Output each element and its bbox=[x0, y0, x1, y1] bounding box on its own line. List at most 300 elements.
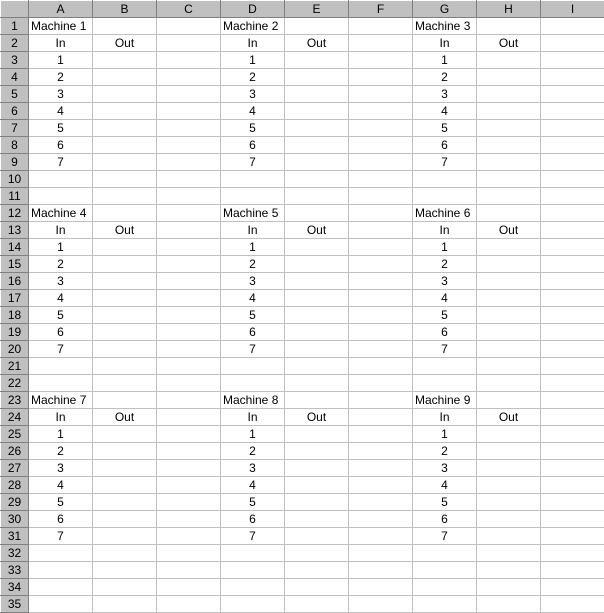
cell-c34[interactable] bbox=[157, 579, 221, 596]
cell-f33[interactable] bbox=[349, 562, 413, 579]
row-header-1[interactable]: 1 bbox=[1, 18, 29, 35]
cell-i15[interactable] bbox=[541, 256, 604, 273]
in-value[interactable]: 2 bbox=[29, 443, 93, 460]
out-header[interactable]: Out bbox=[285, 35, 349, 52]
cell-i26[interactable] bbox=[541, 443, 604, 460]
cell-i11[interactable] bbox=[541, 188, 604, 205]
in-value[interactable]: 7 bbox=[29, 528, 93, 545]
cell-e32[interactable] bbox=[285, 545, 349, 562]
cell-c4[interactable] bbox=[157, 69, 221, 86]
cell-h15[interactable] bbox=[477, 256, 541, 273]
row-header-25[interactable]: 25 bbox=[1, 426, 29, 443]
cell-f9[interactable] bbox=[349, 154, 413, 171]
cell-i3[interactable] bbox=[541, 52, 604, 69]
row-header-15[interactable]: 15 bbox=[1, 256, 29, 273]
row-header-23[interactable]: 23 bbox=[1, 392, 29, 409]
row-header-21[interactable]: 21 bbox=[1, 358, 29, 375]
cell-f17[interactable] bbox=[349, 290, 413, 307]
cell-f20[interactable] bbox=[349, 341, 413, 358]
row-header-20[interactable]: 20 bbox=[1, 341, 29, 358]
row-header-33[interactable]: 33 bbox=[1, 562, 29, 579]
in-header[interactable]: In bbox=[221, 35, 285, 52]
cell-g34[interactable] bbox=[413, 579, 477, 596]
out-header[interactable]: Out bbox=[93, 35, 157, 52]
out-header[interactable]: Out bbox=[285, 222, 349, 239]
cell-d32[interactable] bbox=[221, 545, 285, 562]
row-header-4[interactable]: 4 bbox=[1, 69, 29, 86]
in-value[interactable]: 1 bbox=[413, 239, 477, 256]
cell-f2[interactable] bbox=[349, 35, 413, 52]
row-header-11[interactable]: 11 bbox=[1, 188, 29, 205]
cell-e3[interactable] bbox=[285, 52, 349, 69]
cell-f12[interactable] bbox=[349, 205, 413, 222]
cell-h21[interactable] bbox=[477, 358, 541, 375]
cell-h18[interactable] bbox=[477, 307, 541, 324]
cell-i6[interactable] bbox=[541, 103, 604, 120]
cell-e11[interactable] bbox=[285, 188, 349, 205]
cell-f22[interactable] bbox=[349, 375, 413, 392]
cell-i31[interactable] bbox=[541, 528, 604, 545]
row-header-16[interactable]: 16 bbox=[1, 273, 29, 290]
cell-h9[interactable] bbox=[477, 154, 541, 171]
in-value[interactable]: 7 bbox=[221, 154, 285, 171]
cell-f35[interactable] bbox=[349, 596, 413, 613]
cell-c7[interactable] bbox=[157, 120, 221, 137]
column-header-i[interactable]: I bbox=[541, 1, 604, 18]
cell-f4[interactable] bbox=[349, 69, 413, 86]
cell-a35[interactable] bbox=[29, 596, 93, 613]
cell-b19[interactable] bbox=[93, 324, 157, 341]
in-header[interactable]: In bbox=[221, 409, 285, 426]
row-header-18[interactable]: 18 bbox=[1, 307, 29, 324]
cell-i22[interactable] bbox=[541, 375, 604, 392]
out-header[interactable]: Out bbox=[93, 222, 157, 239]
cell-h16[interactable] bbox=[477, 273, 541, 290]
in-value[interactable]: 5 bbox=[29, 494, 93, 511]
cell-e28[interactable] bbox=[285, 477, 349, 494]
cell-d34[interactable] bbox=[221, 579, 285, 596]
machine-title[interactable]: Machine 1 bbox=[29, 18, 93, 35]
cell-c23[interactable] bbox=[157, 392, 221, 409]
row-header-29[interactable]: 29 bbox=[1, 494, 29, 511]
cell-b8[interactable] bbox=[93, 137, 157, 154]
cell-g10[interactable] bbox=[413, 171, 477, 188]
cell-e21[interactable] bbox=[285, 358, 349, 375]
cell-i24[interactable] bbox=[541, 409, 604, 426]
in-value[interactable]: 2 bbox=[29, 256, 93, 273]
cell-c15[interactable] bbox=[157, 256, 221, 273]
cell-h20[interactable] bbox=[477, 341, 541, 358]
cell-c13[interactable] bbox=[157, 222, 221, 239]
cell-i33[interactable] bbox=[541, 562, 604, 579]
column-header-c[interactable]: C bbox=[157, 1, 221, 18]
machine-title[interactable]: Machine 8 bbox=[221, 392, 285, 409]
in-value[interactable]: 2 bbox=[221, 69, 285, 86]
cell-i19[interactable] bbox=[541, 324, 604, 341]
cell-a11[interactable] bbox=[29, 188, 93, 205]
cell-c20[interactable] bbox=[157, 341, 221, 358]
cell-f19[interactable] bbox=[349, 324, 413, 341]
in-value[interactable]: 6 bbox=[29, 324, 93, 341]
cell-c33[interactable] bbox=[157, 562, 221, 579]
cell-c28[interactable] bbox=[157, 477, 221, 494]
cell-e9[interactable] bbox=[285, 154, 349, 171]
cell-f28[interactable] bbox=[349, 477, 413, 494]
row-header-6[interactable]: 6 bbox=[1, 103, 29, 120]
cell-d10[interactable] bbox=[221, 171, 285, 188]
cell-i29[interactable] bbox=[541, 494, 604, 511]
out-header[interactable]: Out bbox=[477, 409, 541, 426]
in-value[interactable]: 6 bbox=[413, 324, 477, 341]
cell-f11[interactable] bbox=[349, 188, 413, 205]
in-header[interactable]: In bbox=[221, 222, 285, 239]
cell-e34[interactable] bbox=[285, 579, 349, 596]
row-header-19[interactable]: 19 bbox=[1, 324, 29, 341]
row-header-2[interactable]: 2 bbox=[1, 35, 29, 52]
in-value[interactable]: 3 bbox=[413, 273, 477, 290]
in-value[interactable]: 7 bbox=[221, 341, 285, 358]
cell-b27[interactable] bbox=[93, 460, 157, 477]
in-value[interactable]: 1 bbox=[221, 426, 285, 443]
cell-i35[interactable] bbox=[541, 596, 604, 613]
cell-e7[interactable] bbox=[285, 120, 349, 137]
in-value[interactable]: 2 bbox=[221, 443, 285, 460]
cell-b30[interactable] bbox=[93, 511, 157, 528]
column-header-h[interactable]: H bbox=[477, 1, 541, 18]
cell-c22[interactable] bbox=[157, 375, 221, 392]
cell-f13[interactable] bbox=[349, 222, 413, 239]
cell-c11[interactable] bbox=[157, 188, 221, 205]
cell-i16[interactable] bbox=[541, 273, 604, 290]
row-header-24[interactable]: 24 bbox=[1, 409, 29, 426]
cell-c31[interactable] bbox=[157, 528, 221, 545]
cell-h35[interactable] bbox=[477, 596, 541, 613]
out-header[interactable]: Out bbox=[477, 222, 541, 239]
row-header-27[interactable]: 27 bbox=[1, 460, 29, 477]
cell-c24[interactable] bbox=[157, 409, 221, 426]
cell-e35[interactable] bbox=[285, 596, 349, 613]
cell-f29[interactable] bbox=[349, 494, 413, 511]
out-header[interactable]: Out bbox=[477, 35, 541, 52]
cell-b7[interactable] bbox=[93, 120, 157, 137]
cell-b12[interactable] bbox=[93, 205, 157, 222]
cell-b1[interactable] bbox=[93, 18, 157, 35]
cell-b35[interactable] bbox=[93, 596, 157, 613]
in-value[interactable]: 4 bbox=[29, 477, 93, 494]
in-value[interactable]: 3 bbox=[413, 460, 477, 477]
row-header-22[interactable]: 22 bbox=[1, 375, 29, 392]
cell-b26[interactable] bbox=[93, 443, 157, 460]
in-value[interactable]: 1 bbox=[413, 52, 477, 69]
cell-a34[interactable] bbox=[29, 579, 93, 596]
in-value[interactable]: 6 bbox=[29, 511, 93, 528]
in-value[interactable]: 3 bbox=[221, 86, 285, 103]
cell-c35[interactable] bbox=[157, 596, 221, 613]
cell-f3[interactable] bbox=[349, 52, 413, 69]
in-value[interactable]: 5 bbox=[221, 494, 285, 511]
cell-d21[interactable] bbox=[221, 358, 285, 375]
cell-e12[interactable] bbox=[285, 205, 349, 222]
cell-g32[interactable] bbox=[413, 545, 477, 562]
cell-h3[interactable] bbox=[477, 52, 541, 69]
in-value[interactable]: 1 bbox=[413, 426, 477, 443]
cell-f24[interactable] bbox=[349, 409, 413, 426]
cell-c17[interactable] bbox=[157, 290, 221, 307]
in-value[interactable]: 4 bbox=[413, 477, 477, 494]
cell-b16[interactable] bbox=[93, 273, 157, 290]
cell-i9[interactable] bbox=[541, 154, 604, 171]
cell-i25[interactable] bbox=[541, 426, 604, 443]
cell-e1[interactable] bbox=[285, 18, 349, 35]
in-value[interactable]: 6 bbox=[29, 137, 93, 154]
cell-b29[interactable] bbox=[93, 494, 157, 511]
cell-i21[interactable] bbox=[541, 358, 604, 375]
cell-f6[interactable] bbox=[349, 103, 413, 120]
in-value[interactable]: 2 bbox=[413, 69, 477, 86]
cell-a33[interactable] bbox=[29, 562, 93, 579]
in-value[interactable]: 3 bbox=[29, 86, 93, 103]
cell-h19[interactable] bbox=[477, 324, 541, 341]
machine-title[interactable]: Machine 9 bbox=[413, 392, 477, 409]
machine-title[interactable]: Machine 7 bbox=[29, 392, 93, 409]
cell-i1[interactable] bbox=[541, 18, 604, 35]
in-value[interactable]: 2 bbox=[413, 256, 477, 273]
in-value[interactable]: 4 bbox=[221, 290, 285, 307]
cell-b9[interactable] bbox=[93, 154, 157, 171]
cell-f7[interactable] bbox=[349, 120, 413, 137]
cell-c18[interactable] bbox=[157, 307, 221, 324]
cell-i28[interactable] bbox=[541, 477, 604, 494]
cell-e6[interactable] bbox=[285, 103, 349, 120]
cell-a21[interactable] bbox=[29, 358, 93, 375]
cell-b33[interactable] bbox=[93, 562, 157, 579]
in-header[interactable]: In bbox=[29, 35, 93, 52]
column-header-b[interactable]: B bbox=[93, 1, 157, 18]
cell-f10[interactable] bbox=[349, 171, 413, 188]
cell-b18[interactable] bbox=[93, 307, 157, 324]
row-header-14[interactable]: 14 bbox=[1, 239, 29, 256]
cell-h26[interactable] bbox=[477, 443, 541, 460]
cell-i12[interactable] bbox=[541, 205, 604, 222]
out-header[interactable]: Out bbox=[285, 409, 349, 426]
row-header-34[interactable]: 34 bbox=[1, 579, 29, 596]
in-header[interactable]: In bbox=[413, 35, 477, 52]
machine-title[interactable]: Machine 2 bbox=[221, 18, 285, 35]
in-header[interactable]: In bbox=[29, 222, 93, 239]
cell-c29[interactable] bbox=[157, 494, 221, 511]
cell-c26[interactable] bbox=[157, 443, 221, 460]
in-value[interactable]: 7 bbox=[413, 341, 477, 358]
cell-a32[interactable] bbox=[29, 545, 93, 562]
in-value[interactable]: 3 bbox=[29, 460, 93, 477]
cell-f30[interactable] bbox=[349, 511, 413, 528]
cell-f34[interactable] bbox=[349, 579, 413, 596]
cell-i32[interactable] bbox=[541, 545, 604, 562]
column-header-g[interactable]: G bbox=[413, 1, 477, 18]
cell-e5[interactable] bbox=[285, 86, 349, 103]
cell-b23[interactable] bbox=[93, 392, 157, 409]
in-value[interactable]: 4 bbox=[29, 290, 93, 307]
in-value[interactable]: 5 bbox=[29, 120, 93, 137]
cell-b34[interactable] bbox=[93, 579, 157, 596]
cell-h6[interactable] bbox=[477, 103, 541, 120]
cell-d35[interactable] bbox=[221, 596, 285, 613]
cell-e19[interactable] bbox=[285, 324, 349, 341]
in-value[interactable]: 7 bbox=[29, 154, 93, 171]
in-value[interactable]: 5 bbox=[221, 120, 285, 137]
row-header-31[interactable]: 31 bbox=[1, 528, 29, 545]
in-value[interactable]: 4 bbox=[29, 103, 93, 120]
cell-g21[interactable] bbox=[413, 358, 477, 375]
row-header-7[interactable]: 7 bbox=[1, 120, 29, 137]
cell-b32[interactable] bbox=[93, 545, 157, 562]
cell-i8[interactable] bbox=[541, 137, 604, 154]
cell-g35[interactable] bbox=[413, 596, 477, 613]
in-value[interactable]: 7 bbox=[413, 528, 477, 545]
out-header[interactable]: Out bbox=[93, 409, 157, 426]
cell-h17[interactable] bbox=[477, 290, 541, 307]
cell-c10[interactable] bbox=[157, 171, 221, 188]
cell-e17[interactable] bbox=[285, 290, 349, 307]
cell-i4[interactable] bbox=[541, 69, 604, 86]
cell-b4[interactable] bbox=[93, 69, 157, 86]
row-header-28[interactable]: 28 bbox=[1, 477, 29, 494]
cell-c21[interactable] bbox=[157, 358, 221, 375]
in-value[interactable]: 5 bbox=[413, 120, 477, 137]
cell-e10[interactable] bbox=[285, 171, 349, 188]
cell-h8[interactable] bbox=[477, 137, 541, 154]
in-value[interactable]: 6 bbox=[221, 137, 285, 154]
cell-b11[interactable] bbox=[93, 188, 157, 205]
cell-b5[interactable] bbox=[93, 86, 157, 103]
in-value[interactable]: 4 bbox=[221, 477, 285, 494]
cell-i10[interactable] bbox=[541, 171, 604, 188]
in-value[interactable]: 5 bbox=[413, 307, 477, 324]
cell-f18[interactable] bbox=[349, 307, 413, 324]
cell-e33[interactable] bbox=[285, 562, 349, 579]
cell-b25[interactable] bbox=[93, 426, 157, 443]
in-value[interactable]: 6 bbox=[413, 511, 477, 528]
cell-i30[interactable] bbox=[541, 511, 604, 528]
in-value[interactable]: 5 bbox=[29, 307, 93, 324]
cell-c25[interactable] bbox=[157, 426, 221, 443]
cell-c5[interactable] bbox=[157, 86, 221, 103]
cell-g11[interactable] bbox=[413, 188, 477, 205]
cell-e4[interactable] bbox=[285, 69, 349, 86]
machine-title[interactable]: Machine 3 bbox=[413, 18, 477, 35]
cell-c30[interactable] bbox=[157, 511, 221, 528]
cell-c3[interactable] bbox=[157, 52, 221, 69]
cell-i23[interactable] bbox=[541, 392, 604, 409]
in-value[interactable]: 3 bbox=[29, 273, 93, 290]
in-value[interactable]: 4 bbox=[221, 103, 285, 120]
cell-e16[interactable] bbox=[285, 273, 349, 290]
cell-h33[interactable] bbox=[477, 562, 541, 579]
in-header[interactable]: In bbox=[413, 222, 477, 239]
cell-i5[interactable] bbox=[541, 86, 604, 103]
cell-a10[interactable] bbox=[29, 171, 93, 188]
cell-i34[interactable] bbox=[541, 579, 604, 596]
cell-e18[interactable] bbox=[285, 307, 349, 324]
in-value[interactable]: 2 bbox=[29, 69, 93, 86]
cell-f25[interactable] bbox=[349, 426, 413, 443]
cell-h25[interactable] bbox=[477, 426, 541, 443]
in-value[interactable]: 4 bbox=[413, 290, 477, 307]
in-value[interactable]: 6 bbox=[221, 324, 285, 341]
cell-g33[interactable] bbox=[413, 562, 477, 579]
cell-c32[interactable] bbox=[157, 545, 221, 562]
in-value[interactable]: 1 bbox=[221, 52, 285, 69]
cell-f31[interactable] bbox=[349, 528, 413, 545]
cell-d22[interactable] bbox=[221, 375, 285, 392]
cell-f1[interactable] bbox=[349, 18, 413, 35]
cell-h11[interactable] bbox=[477, 188, 541, 205]
cell-f27[interactable] bbox=[349, 460, 413, 477]
cell-f16[interactable] bbox=[349, 273, 413, 290]
cell-e22[interactable] bbox=[285, 375, 349, 392]
machine-title[interactable]: Machine 4 bbox=[29, 205, 93, 222]
cell-f21[interactable] bbox=[349, 358, 413, 375]
cell-e25[interactable] bbox=[285, 426, 349, 443]
cell-b17[interactable] bbox=[93, 290, 157, 307]
cell-c2[interactable] bbox=[157, 35, 221, 52]
in-value[interactable]: 6 bbox=[221, 511, 285, 528]
column-header-a[interactable]: A bbox=[29, 1, 93, 18]
cell-e26[interactable] bbox=[285, 443, 349, 460]
cell-i18[interactable] bbox=[541, 307, 604, 324]
in-value[interactable]: 3 bbox=[413, 86, 477, 103]
cell-h14[interactable] bbox=[477, 239, 541, 256]
cell-b15[interactable] bbox=[93, 256, 157, 273]
column-header-f[interactable]: F bbox=[349, 1, 413, 18]
in-value[interactable]: 2 bbox=[221, 256, 285, 273]
cell-e27[interactable] bbox=[285, 460, 349, 477]
in-value[interactable]: 1 bbox=[29, 426, 93, 443]
cell-h27[interactable] bbox=[477, 460, 541, 477]
cell-b22[interactable] bbox=[93, 375, 157, 392]
cell-i13[interactable] bbox=[541, 222, 604, 239]
in-header[interactable]: In bbox=[413, 409, 477, 426]
cell-e31[interactable] bbox=[285, 528, 349, 545]
cell-b14[interactable] bbox=[93, 239, 157, 256]
cell-i17[interactable] bbox=[541, 290, 604, 307]
cell-i20[interactable] bbox=[541, 341, 604, 358]
cell-h22[interactable] bbox=[477, 375, 541, 392]
cell-b31[interactable] bbox=[93, 528, 157, 545]
in-value[interactable]: 2 bbox=[413, 443, 477, 460]
row-header-26[interactable]: 26 bbox=[1, 443, 29, 460]
in-value[interactable]: 5 bbox=[413, 494, 477, 511]
cell-b6[interactable] bbox=[93, 103, 157, 120]
cell-h7[interactable] bbox=[477, 120, 541, 137]
cell-h29[interactable] bbox=[477, 494, 541, 511]
cell-c9[interactable] bbox=[157, 154, 221, 171]
row-header-30[interactable]: 30 bbox=[1, 511, 29, 528]
in-value[interactable]: 5 bbox=[221, 307, 285, 324]
row-header-17[interactable]: 17 bbox=[1, 290, 29, 307]
cell-b3[interactable] bbox=[93, 52, 157, 69]
row-header-13[interactable]: 13 bbox=[1, 222, 29, 239]
row-header-35[interactable]: 35 bbox=[1, 596, 29, 613]
cell-h12[interactable] bbox=[477, 205, 541, 222]
cell-h23[interactable] bbox=[477, 392, 541, 409]
in-value[interactable]: 7 bbox=[221, 528, 285, 545]
cell-c6[interactable] bbox=[157, 103, 221, 120]
cell-f8[interactable] bbox=[349, 137, 413, 154]
cell-h5[interactable] bbox=[477, 86, 541, 103]
cell-c14[interactable] bbox=[157, 239, 221, 256]
cell-i2[interactable] bbox=[541, 35, 604, 52]
